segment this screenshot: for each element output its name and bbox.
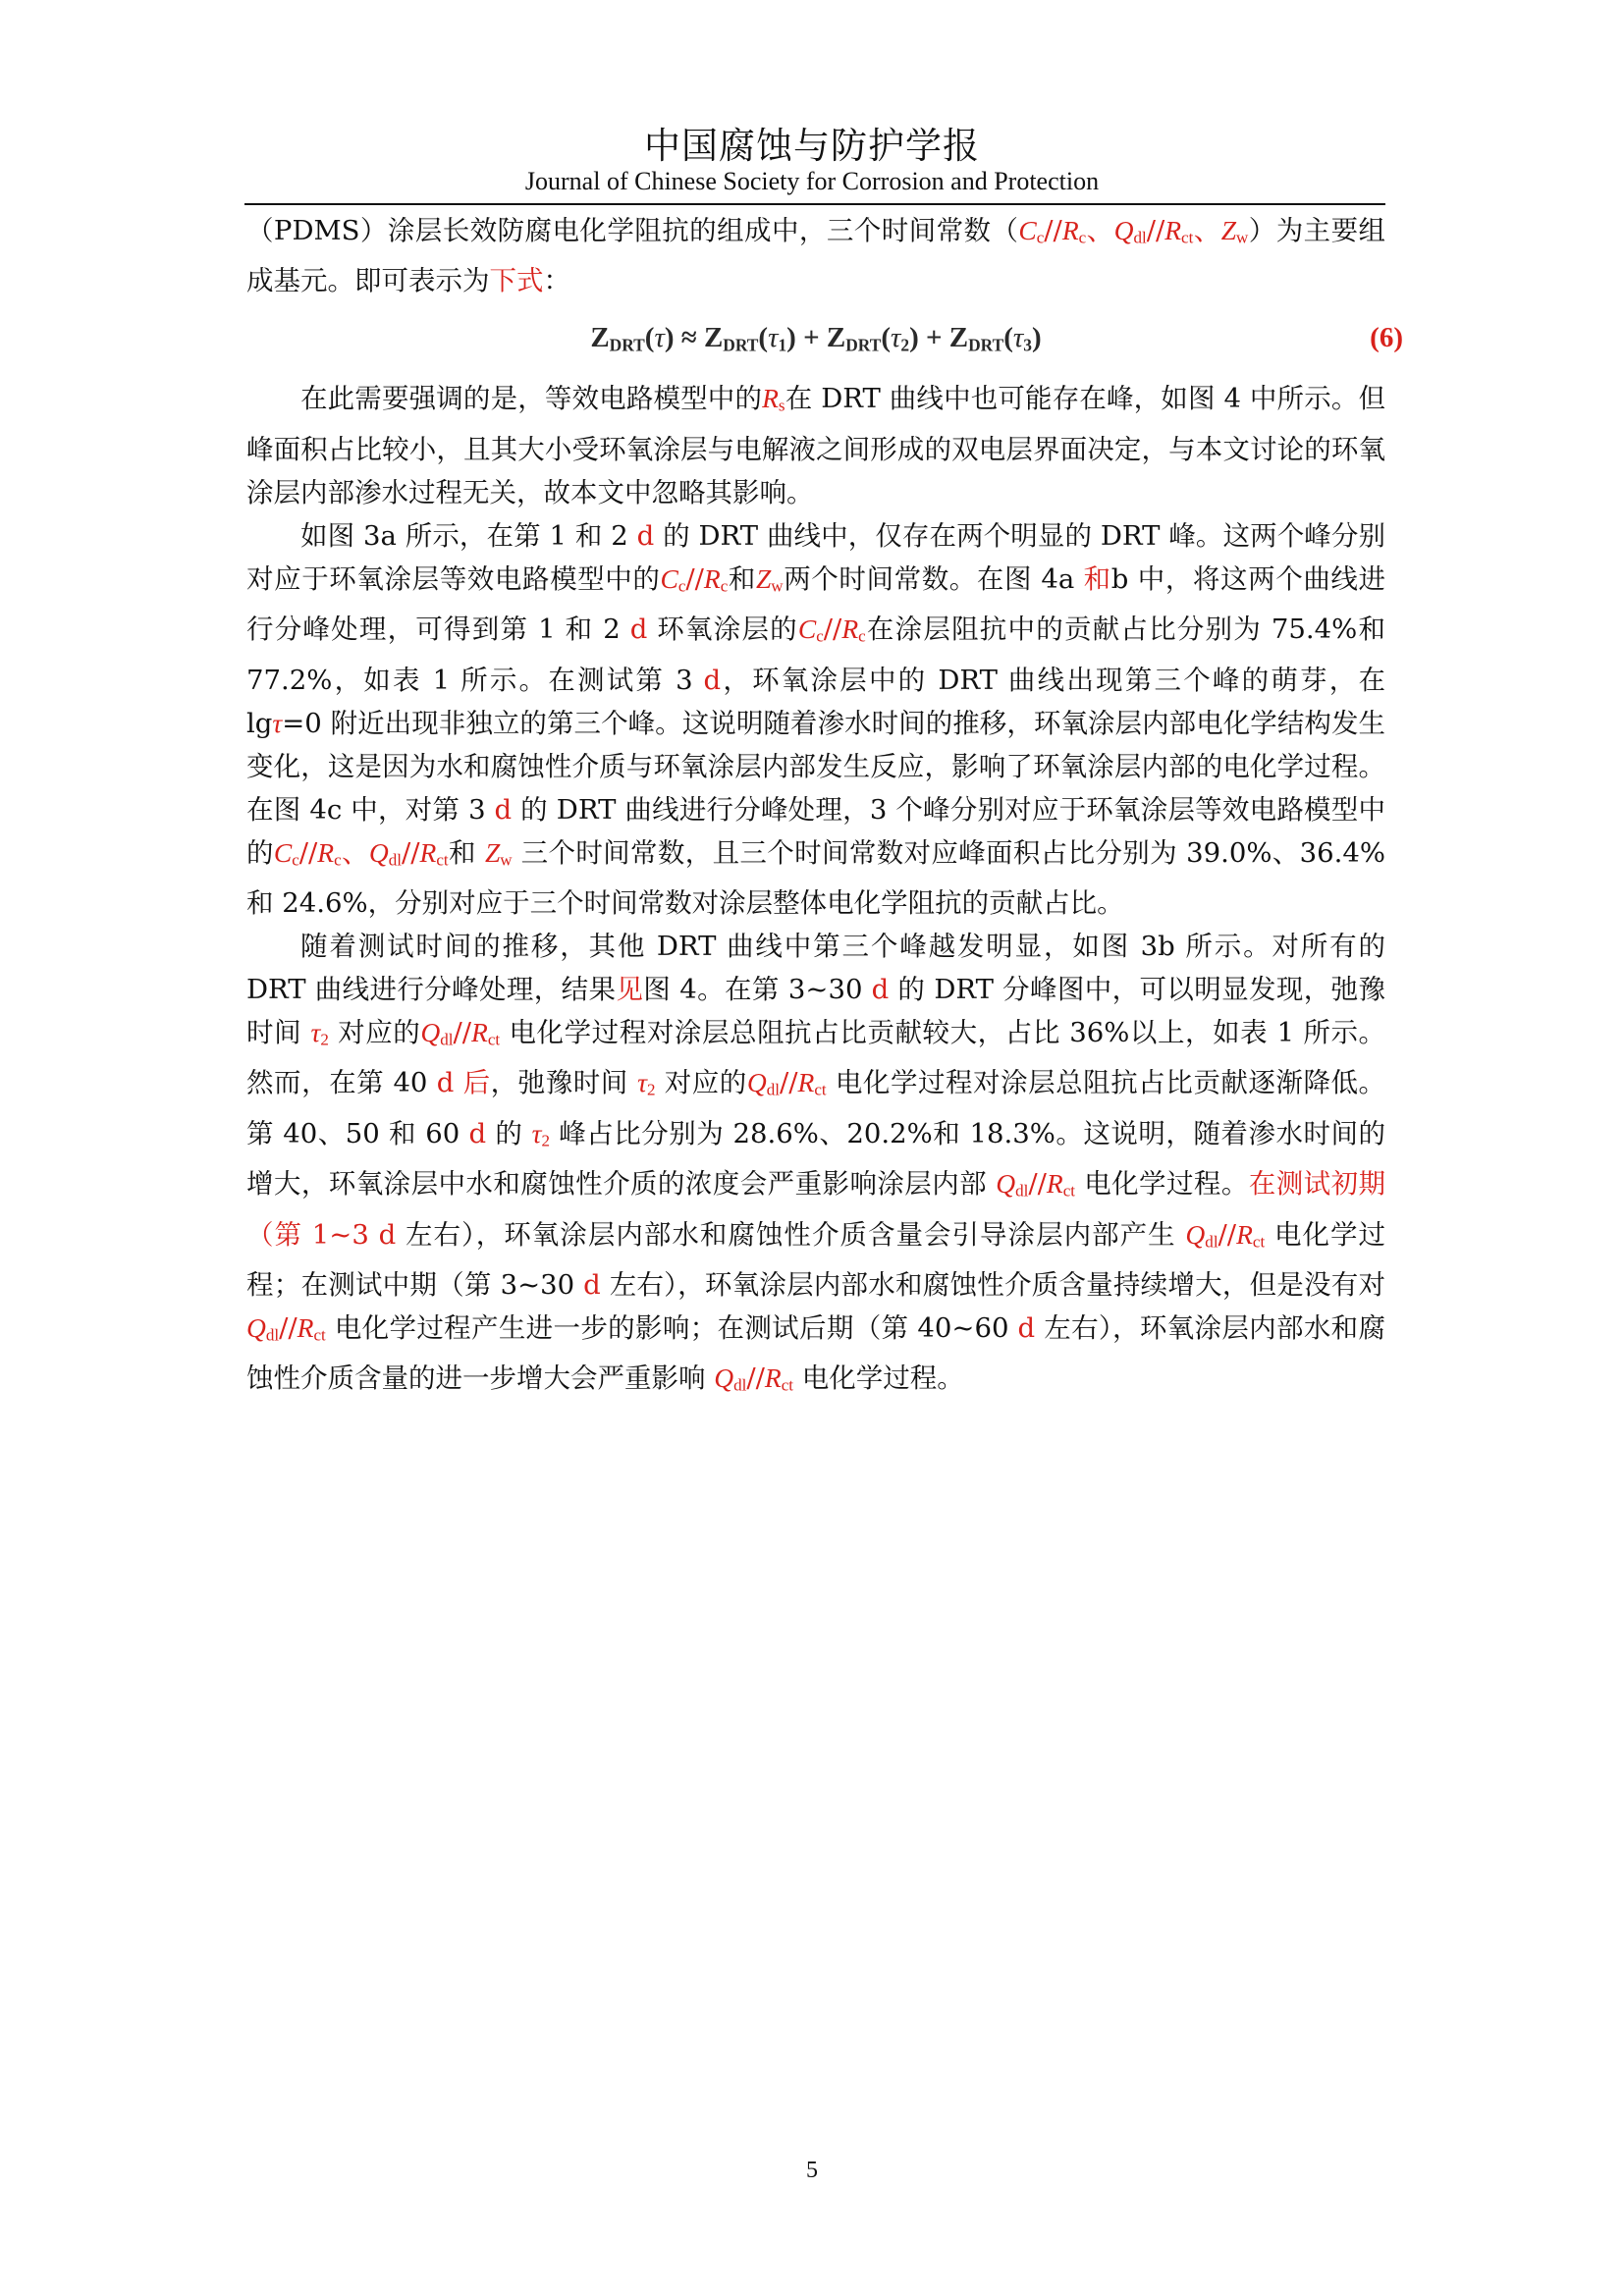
page-number: 5 <box>806 2158 818 2183</box>
formula-reference-link[interactable]: 下式 <box>489 265 544 297</box>
article-body <box>246 209 1403 1408</box>
header-rule <box>244 203 1385 205</box>
paragraph-figure3a: 如图 3a 所示，在第 1 和 2 d 的 DRT 曲线中，仅存在两个明显的 DRT 峰。这两个峰分别对应于环氧涂层等效电路模型中的$C_c//R_c$和$Z_w$两个时间常数。在图 4a 和b 中，将这两个曲线进行分峰处理，可得到第 1 和 2 d 环氧涂层的$C_c//R_c$在涂层阻抗中的贡献占比分别为 75.4%和 77.2%，如表 1 所示。在测试第 3 d，环氧涂层中的 DRT 曲线出现第三个峰的萌芽，在 lgτ=0 附近出现非独立的第三个峰。这说明随着渗水时间的推移，环氧涂层内部电化学结构发生变化，这是因为水和腐蚀性介质与环氧涂层内部发生反应，影响了环氧涂层内部的电化学过程。在图 4c 中，对第 3 d 的 DRT 曲线进行分峰处理，3 个峰分别对应于环氧涂层等效电路模型中的$C_c//R_c$、$Q_{dl}//R_{ct}$和 $Z_w$ 三个时间常数，且三个时间常数对应峰面积占比分别为 39.0%、36.4%和 24.6%，分别对应于三个时间常数对涂层整体电化学阻抗的贡献占比。 <box>246 519 1386 920</box>
journal-title-chinese: 中国腐蚀与防护学报 <box>644 125 980 167</box>
journal-title-english: Journal of Chinese Society for Corrosion and Protection <box>524 167 1100 195</box>
paragraph-rs-note: 在此需要强调的是，等效电路模型中的$R_s$在 DRT 曲线中也可能存在峰，如图 4 中所示。但峰面积占比较小，且其大小受环氧涂层与电解液之间形成的双电层界面决定，与本文讨论的环氧涂层内部渗水过程无关，故本文中忽略其影响。 <box>246 383 1386 508</box>
equation-6 <box>246 306 1403 371</box>
paragraph-figure3b: 随着测试时间的推移，其他 DRT 曲线中第三个峰越发明显，如图 3b 所示。对所有的 DRT 曲线进行分峰处理，结果见图 4。在第 3~30 d 的 DRT 分峰图中，可以明显发现，弛豫时间 $\tau_2$ 对应的$Q_{dl}//R_{ct}$ 电化学过程对涂层总阻抗占比贡献较大，占比 36%以上，如表 1 所示。然而，在第 40 d 后，弛豫时间 $\tau_2$ 对应的$Q_{dl}//R_{ct}$ 电化学过程对涂层总阻抗占比贡献逐渐降低。第 40、50 和 60 d 的 $\tau_2$ 峰占比分别为 28.6%、20.2%和 18.3%。这说明，随着渗水时间的增大，环氧涂层中水和腐蚀性介质的浓度会严重影响涂层内部 $Q_{dl}//R_{ct}$ 电化学过程。在测试初期（第 1~3 d 左右），环氧涂层内部水和腐蚀性介质含量会引导涂层内部产生 $Q_{dl}//R_{ct}$ 电化学过程；在测试中期（第 3~30 d 左右），环氧涂层内部水和腐蚀性介质含量持续增大，但是没有对 $Q_{dl}//R_{ct}$ 电化学过程产生进一步的影响；在测试后期（第 40~60 d 左右），环氧涂层内部水和腐蚀性介质含量的进一步增大会严重影响 $Q_{dl}//R_{ct}$ 电化学过程。 <box>246 931 1386 1395</box>
equation-number: (6) <box>1370 322 1403 354</box>
equation-formula: ZDRT(τ) ≈ ZDRT(τ1) + ZDRT(τ2) + ZDRT(τ3) <box>590 322 1042 355</box>
paragraph-continuation: （PDMS）涂层长效防腐电化学阻抗的组成中，三个时间常数（$C_c//R_c$、$Q_{dl}//R_{ct}$、$Z_w$）为主要组成基元。即可表示为下式： <box>246 215 1386 297</box>
figure-reference-link[interactable]: 见 <box>616 974 644 1006</box>
